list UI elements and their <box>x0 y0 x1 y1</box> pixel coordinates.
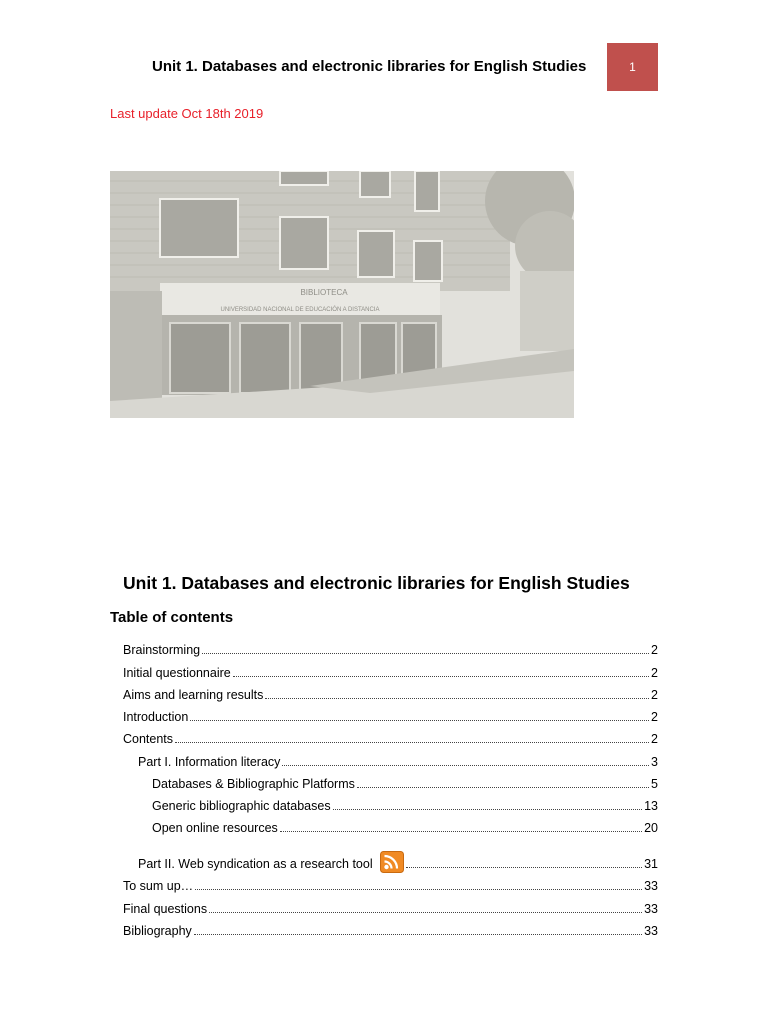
toc-entry-brainstorming[interactable] <box>123 639 658 657</box>
toc-leader-dots <box>357 786 649 788</box>
building-sign-main: UNIVERSIDAD NACIONAL DE EDUCACIÓN A DISTANCIA <box>220 307 380 313</box>
toc-entry-label: Part II. Web syndication as a research tool <box>138 857 373 871</box>
toc-entry-label: Open online resources <box>152 821 278 835</box>
toc-heading: Table of contents <box>110 609 234 626</box>
toc-entry-introduction[interactable] <box>123 706 658 724</box>
toc-leader-dots <box>333 808 643 810</box>
toc-entry-page: 33 <box>644 879 658 893</box>
last-update-note: Last update Oct 18th 2019 <box>110 106 264 121</box>
toc-entry-to-sum-up[interactable] <box>123 875 658 893</box>
toc-entry-label: Generic bibliographic databases <box>152 799 331 813</box>
toc-leader-dots <box>233 675 649 677</box>
toc-entry-contents[interactable] <box>123 728 658 746</box>
toc-entry-label: Bibliography <box>123 924 192 938</box>
toc-leader-dots <box>280 830 642 832</box>
toc-leader-dots <box>282 764 649 766</box>
building-sign-top: BIBLIOTECA <box>300 288 348 297</box>
toc-leader-dots <box>194 933 642 935</box>
toc-entry-open-online-resources[interactable] <box>152 817 658 835</box>
page-number-badge: 1 <box>607 43 658 91</box>
toc-leader-dots <box>190 719 649 721</box>
toc-entry-page: 3 <box>651 755 658 769</box>
toc-entry-final-questions[interactable] <box>123 898 658 916</box>
toc-entry-part-1[interactable] <box>138 751 658 769</box>
library-building-photo <box>110 171 574 418</box>
document-title: Unit 1. Databases and electronic libraries for English Studies <box>123 573 630 593</box>
toc-entry-label: Final questions <box>123 902 208 916</box>
rss-feed-icon <box>380 851 404 873</box>
toc-entry-page: 33 <box>644 902 658 916</box>
toc-leader-dots <box>209 911 642 913</box>
toc-entry-label: Contents <box>123 732 174 746</box>
toc-entry-databases-platforms[interactable] <box>152 773 658 791</box>
toc-leader-dots <box>406 866 642 868</box>
toc-leader-dots <box>175 741 649 743</box>
toc-leader-dots <box>195 888 642 890</box>
toc-entry-page: 5 <box>651 777 658 791</box>
toc-leader-dots <box>265 697 649 699</box>
toc-entry-generic-databases[interactable] <box>152 795 658 813</box>
toc-entry-page: 31 <box>644 857 658 871</box>
toc-entry-page: 2 <box>651 666 658 680</box>
toc-entry-label: Databases & Bibliographic Platforms <box>152 777 355 791</box>
toc-entry-label: Initial questionnaire <box>123 666 231 680</box>
toc-leader-dots <box>202 652 649 654</box>
toc-entry-part-2[interactable] <box>138 853 658 871</box>
toc-entry-aims[interactable] <box>123 684 658 702</box>
toc-entry-page: 2 <box>651 688 658 702</box>
toc-entry-label: Introduction <box>123 710 189 724</box>
toc-entry-page: 20 <box>644 821 658 835</box>
toc-entry-label: To sum up… <box>123 879 194 893</box>
library-building-illustration <box>110 171 574 418</box>
toc-entry-label: Part I. Information literacy <box>138 755 281 769</box>
toc-entry-page: 2 <box>651 732 658 746</box>
toc-entry-label: Brainstorming <box>123 643 201 657</box>
toc-entry-page: 2 <box>651 643 658 657</box>
toc-entry-bibliography[interactable] <box>123 920 658 938</box>
toc-entry-page: 2 <box>651 710 658 724</box>
toc-entry-page: 33 <box>644 924 658 938</box>
page-header-title: Unit 1. Databases and electronic libraries for English Studies <box>152 58 587 75</box>
toc-entry-page: 13 <box>644 799 658 813</box>
toc-entry-label: Aims and learning results <box>123 688 264 702</box>
toc-entry-initial-questionnaire[interactable] <box>123 662 658 680</box>
